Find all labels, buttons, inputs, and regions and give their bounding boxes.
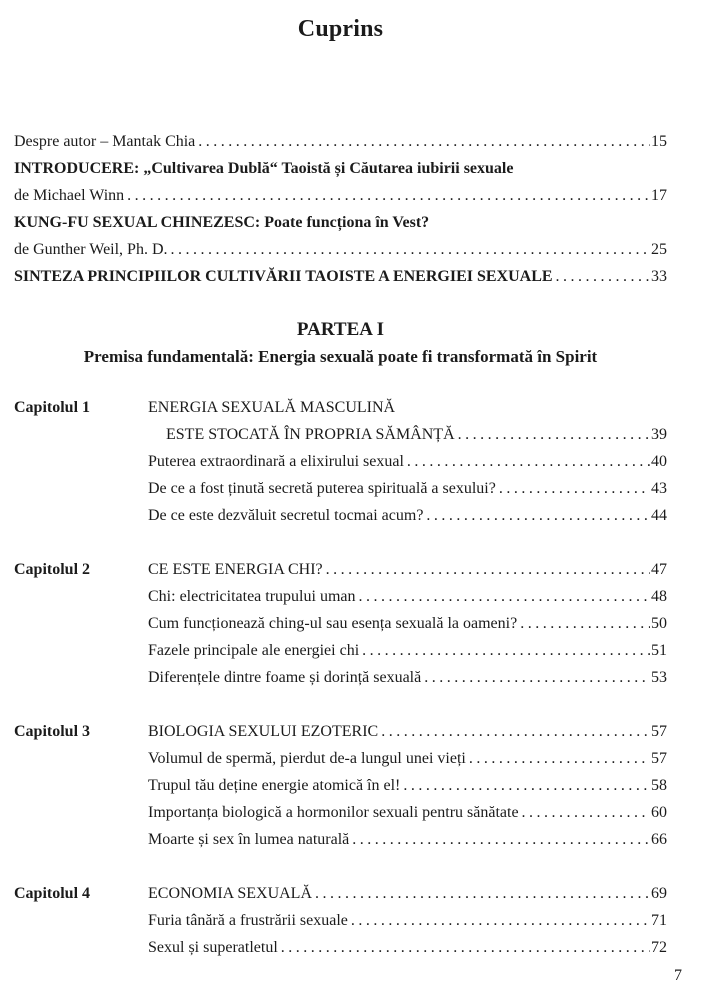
toc-page-number: 43 [651, 480, 667, 497]
dot-leader [312, 880, 650, 907]
toc-row [148, 448, 667, 475]
dot-leader [378, 718, 650, 745]
chapter-label: Capitolul 1 [14, 399, 91, 416]
toc-page-number: 66 [651, 831, 667, 848]
toc-row [14, 128, 667, 155]
toc-row [148, 799, 667, 826]
toc-row [148, 718, 667, 745]
toc-entry-label: Volumul de spermă, pierdut de-a lungul unei vieți [148, 750, 466, 767]
toc-page-number: 57 [651, 750, 667, 767]
toc-entry-label: INTRODUCERE: „Cultivarea Dublă“ Taoistă și Căutarea iubirii sexuale [14, 160, 514, 177]
toc-entry-label: BIOLOGIA SEXULUI EZOTERIC [148, 723, 379, 740]
dot-leader [517, 610, 650, 637]
page-number: 7 [674, 967, 682, 984]
toc-entry-label: Despre autor – Mantak Chia [14, 133, 196, 150]
toc-row [148, 745, 667, 772]
dot-leader [348, 907, 650, 934]
page-title: Cuprins [297, 16, 384, 42]
toc-row [148, 556, 667, 583]
toc-entry-label: Cum funcționează ching-ul sau esența sexuală la oameni? [148, 615, 518, 632]
dot-leader [519, 799, 650, 826]
toc-page-number: 33 [651, 268, 667, 285]
toc-entry-label: de Michael Winn [14, 187, 125, 204]
toc-row [148, 583, 667, 610]
chapter-content [148, 556, 667, 691]
chapter-content [148, 880, 667, 961]
toc-page-number: 44 [651, 507, 667, 524]
toc-entry-label: Importanța biologică a hormonilor sexuali pentru sănătate [148, 804, 519, 821]
dot-leader [355, 583, 650, 610]
dot-leader [466, 745, 650, 772]
toc-row [148, 826, 667, 853]
front-matter-list [14, 128, 667, 290]
toc-row [148, 421, 667, 448]
toc-entry-label: Moarte și sex în lumea naturală [148, 831, 350, 848]
toc-entry-label: Trupul tău deține energie atomică în el! [148, 777, 401, 794]
toc-page-number: 39 [651, 426, 667, 443]
toc-row [14, 155, 667, 182]
dot-leader [359, 637, 650, 664]
toc-entry-label: Furia tânără a frustrării sexuale [148, 912, 348, 929]
dot-leader [323, 556, 650, 583]
toc-page-number: 15 [651, 133, 667, 150]
toc-page-number: 48 [651, 588, 667, 605]
toc-row [148, 880, 667, 907]
toc-page-number: 69 [651, 885, 667, 902]
toc-page-number: 71 [651, 912, 667, 929]
toc-entry-label: De ce este dezvăluit secretul tocmai acum? [148, 507, 424, 524]
chapter-content [148, 718, 667, 853]
dot-leader [421, 664, 650, 691]
dot-leader [496, 475, 650, 502]
toc-page-number: 40 [651, 453, 667, 470]
toc-entry-label: Diferențele dintre foame și dorință sexuală [148, 669, 422, 686]
part-subheading: Premisa fundamentală: Energia sexuală poate fi transformată în Spirit [83, 347, 598, 366]
toc-row [14, 209, 667, 236]
dot-leader [553, 263, 650, 290]
part-heading-block [14, 316, 667, 370]
toc-page-number: 25 [651, 241, 667, 258]
chapter-label: Capitolul 3 [14, 723, 91, 740]
dot-leader [278, 934, 650, 961]
toc-page-number: 53 [651, 669, 667, 686]
toc-entry-label: ECONOMIA SEXUALĂ [148, 885, 312, 902]
toc-entry-label: SINTEZA PRINCIPIILOR CULTIVĂRII TAOISTE A ENERGIEI SEXUALE [14, 268, 553, 285]
toc-row [148, 502, 667, 529]
chapter-block [14, 880, 667, 961]
dot-leader [349, 826, 650, 853]
toc-entry-label: KUNG-FU SEXUAL CHINEZESC: Poate funcționa în Vest? [14, 214, 430, 231]
toc-row [148, 664, 667, 691]
toc-entry-label: Fazele principale ale energiei chi [148, 642, 360, 659]
toc-page-number: 47 [651, 561, 667, 578]
toc-entry-label: Puterea extraordinară a elixirului sexual [148, 453, 404, 470]
toc-entry-label: ENERGIA SEXUALĂ MASCULINĂ [148, 399, 396, 416]
toc-row [148, 637, 667, 664]
toc-page-number: 50 [651, 615, 667, 632]
toc-page-number: 57 [651, 723, 667, 740]
toc-row [14, 236, 667, 263]
dot-leader [404, 448, 650, 475]
toc-row [148, 610, 667, 637]
toc-page-number: 51 [651, 642, 667, 659]
dot-leader [455, 421, 650, 448]
chapter-block [14, 718, 667, 853]
toc-page-number: 58 [651, 777, 667, 794]
toc-row [148, 394, 667, 421]
toc-entry-label: Chi: electricitatea trupului uman [148, 588, 356, 605]
toc-row [14, 263, 667, 290]
dot-leader [124, 182, 650, 209]
toc-row [148, 934, 667, 961]
toc-row [148, 772, 667, 799]
toc-row [148, 475, 667, 502]
toc-entry-label: Sexul și superatletul [148, 939, 278, 956]
toc-entry-label: CE ESTE ENERGIA CHI? [148, 561, 323, 578]
chapter-block [14, 394, 667, 529]
chapter-block [14, 556, 667, 691]
toc-row [14, 182, 667, 209]
part-heading: PARTEA I [296, 319, 385, 340]
chapter-list [14, 394, 667, 961]
dot-leader [423, 502, 650, 529]
chapter-label: Capitolul 2 [14, 561, 91, 578]
toc-page-number: 72 [651, 939, 667, 956]
toc-page-number: 60 [651, 804, 667, 821]
toc-entry-label: de Gunther Weil, Ph. D. [14, 241, 168, 258]
toc-entry-label: De ce a fost ținută secretă puterea spirituală a sexului? [148, 480, 496, 497]
dot-leader [195, 128, 650, 155]
toc-entry-label: ESTE STOCATĂ ÎN PROPRIA SĂMÂNȚĂ [166, 426, 455, 443]
toc-row [148, 907, 667, 934]
dot-leader [168, 236, 650, 263]
dot-leader [400, 772, 650, 799]
chapter-label: Capitolul 4 [14, 885, 91, 902]
chapter-content [148, 394, 667, 529]
toc-page-number: 17 [651, 187, 667, 204]
